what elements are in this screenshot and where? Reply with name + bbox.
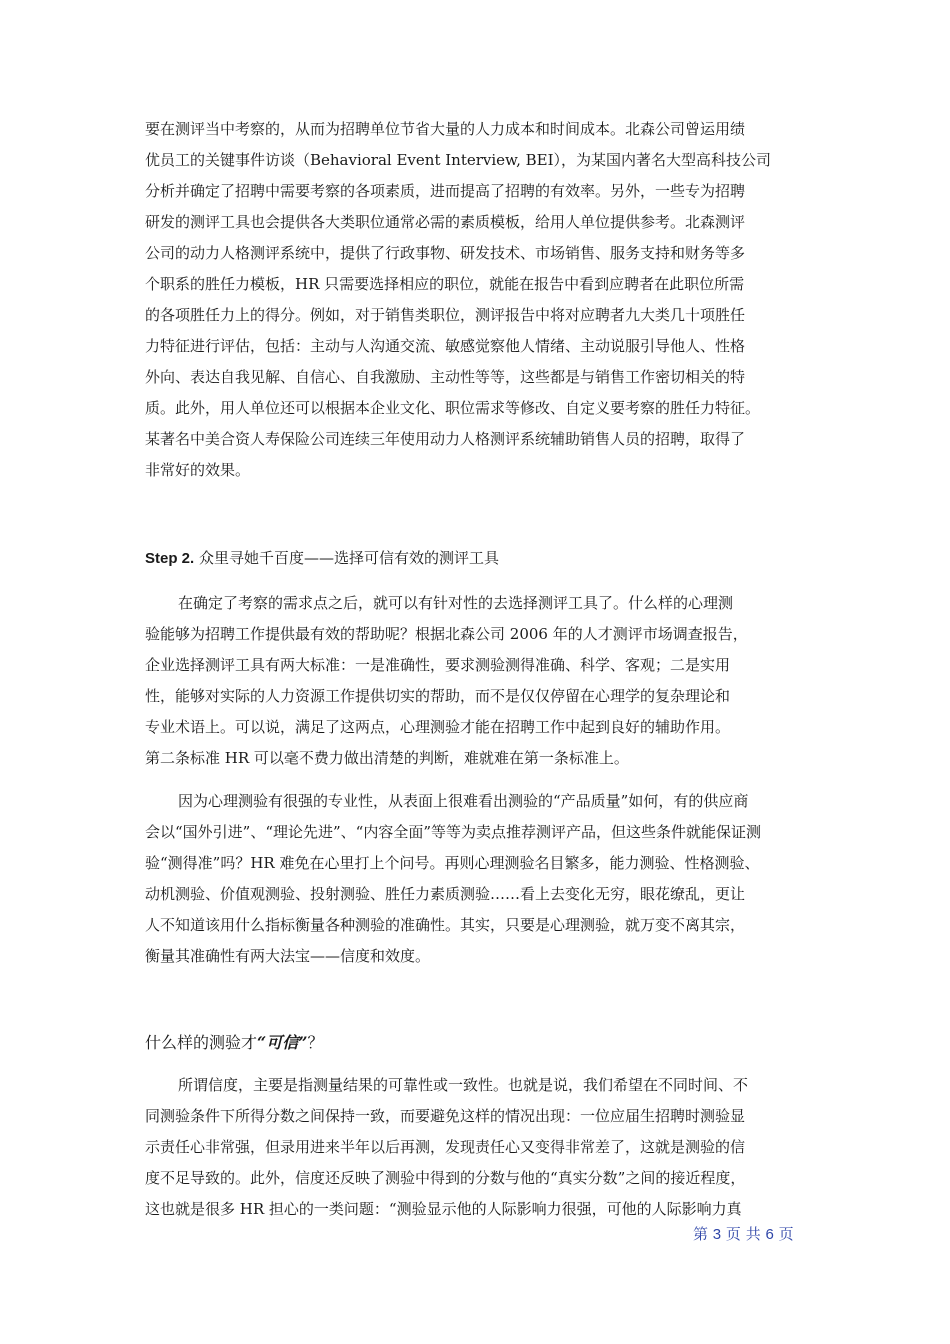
text-line: 因为心理测验有很强的专业性，从表面上很难看出测验的“产品质量”如何，有的供应商 (178, 792, 749, 810)
text-line: 验“测得准”吗？HR 难免在心里打上个问号。再则心理测验名目繁多，能力测验、性格测验、 (145, 854, 760, 872)
footer-middle: 页 共 (725, 1225, 761, 1243)
total-page-number: 6 (765, 1226, 774, 1243)
text-line: 专业术语上。可以说，满足了这两点，心理测验才能在招聘工作中起到良好的辅助作用。 (145, 718, 731, 736)
text-line: 的各项胜任力上的得分。例如，对于销售类职位，测评报告中将对应聘者九大类几十项胜任 (145, 306, 746, 324)
paragraph-selection-criteria (145, 588, 825, 774)
current-page-number: 3 (712, 1226, 722, 1243)
text-line: 度不足导致的。此外，信度还反映了测验中得到的分数与他的“真实分数”之间的接近程度， (145, 1169, 746, 1187)
text-line: 在确定了考察的需求点之后，就可以有针对性的去选择测评工具了。什么样的心理测 (178, 594, 734, 612)
text-line: 非常好的效果。 (145, 461, 251, 479)
step-title: 众里寻她千百度——选择可信有效的测评工具 (198, 549, 499, 567)
text-line: 会以“国外引进”、“理论先进”、“内容全面”等等为卖点推荐测评产品，但这些条件就能保证测 (145, 823, 762, 841)
text-line: 动机测验、价值观测验、投射测验、胜任力素质测验……看上去变化无穷，眼花缭乱，更让 (145, 885, 746, 903)
text-line: 性，能够对实际的人力资源工作提供切实的帮助，而不是仅仅停留在心理学的复杂理论和 (145, 687, 731, 705)
step-label: Step 2. (145, 550, 195, 567)
text-line: 某著名中美合资人寿保险公司连续三年使用动力人格测评系统辅助销售人员的招聘，取得了 (145, 430, 746, 448)
text-line: 力特征进行评估，包括：主动与人沟通交流、敏感觉察他人情绪、主动说服引导他人、性格 (145, 337, 746, 355)
section-heading-prefix: 什么样的测验才 (145, 1033, 258, 1052)
text-line: 验能够为招聘工作提供最有效的帮助呢？根据北森公司 2006 年的人才测评市场调查报告， (145, 625, 748, 643)
text-line: 个职系的胜任力模板，HR 只需要选择相应的职位，就能在报告中看到应聘者在此职位所需 (145, 275, 745, 293)
text-line: 所谓信度，主要是指测量结果的可靠性或一致性。也就是说，我们希望在不同时间、不 (178, 1076, 749, 1094)
section-heading-suffix: ？ (307, 1033, 324, 1052)
footer-prefix: 第 (693, 1225, 709, 1243)
text-line: 要在测评当中考察的，从而为招聘单位节省大量的人力成本和时间成本。北森公司曾运用绩 (145, 120, 746, 138)
text-line: 同测验条件下所得分数之间保持一致，而要避免这样的情况出现：一位应届生招聘时测验显 (145, 1107, 746, 1125)
paragraph-competency-models (145, 114, 825, 486)
text-line: 这也就是很多 HR 担心的一类问题：“测验显示他的人际影响力很强，可他的人际影响力真 (145, 1200, 742, 1218)
text-line: 优员工的关键事件访谈（Behavioral Event Interview, BEI），为某国内著名大型高科技公司 (145, 151, 772, 169)
text-line: 企业选择测评工具有两大标准：一是准确性，要求测验测得准确、科学、客观；二是实用 (145, 656, 731, 674)
text-line: 公司的动力人格测评系统中，提供了行政事物、研发技术、市场销售、服务支持和财务等多 (145, 244, 746, 262)
text-line: 衡量其准确性有两大法宝——信度和效度。 (145, 947, 431, 965)
text-line: 研发的测评工具也会提供各大类职位通常必需的素质模板，给用人单位提供参考。北森测评 (145, 213, 746, 231)
text-line: 外向、表达自我见解、自信心、自我激励、主动性等等，这些都是与销售工作密切相关的特 (145, 368, 746, 386)
step2-heading (145, 546, 499, 571)
text-line: 质。此外，用人单位还可以根据本企业文化、职位需求等修改、自定义要考察的胜任力特征。 (145, 399, 761, 417)
text-line: 示责任心非常强，但录用进来半年以后再测，发现责任心又变得非常差了，这就是测验的信 (145, 1138, 746, 1156)
page-number-footer (693, 1222, 794, 1247)
text-line: 分析并确定了招聘中需要考察的各项素质，进而提高了招聘的有效率。另外，一些专为招聘 (145, 182, 746, 200)
text-line: 第二条标准 HR 可以毫不费力做出清楚的判断，难就难在第一条标准上。 (145, 749, 629, 767)
text-line: 人不知道该用什么指标衡量各种测验的准确性。其实，只要是心理测验，就万变不离其宗， (145, 916, 746, 934)
footer-suffix: 页 (778, 1225, 794, 1243)
section-heading-reliability (145, 1031, 323, 1055)
section-heading-quoted: “可信” (257, 1033, 308, 1052)
paragraph-reliability (145, 1070, 825, 1225)
paragraph-test-quality (145, 786, 825, 972)
